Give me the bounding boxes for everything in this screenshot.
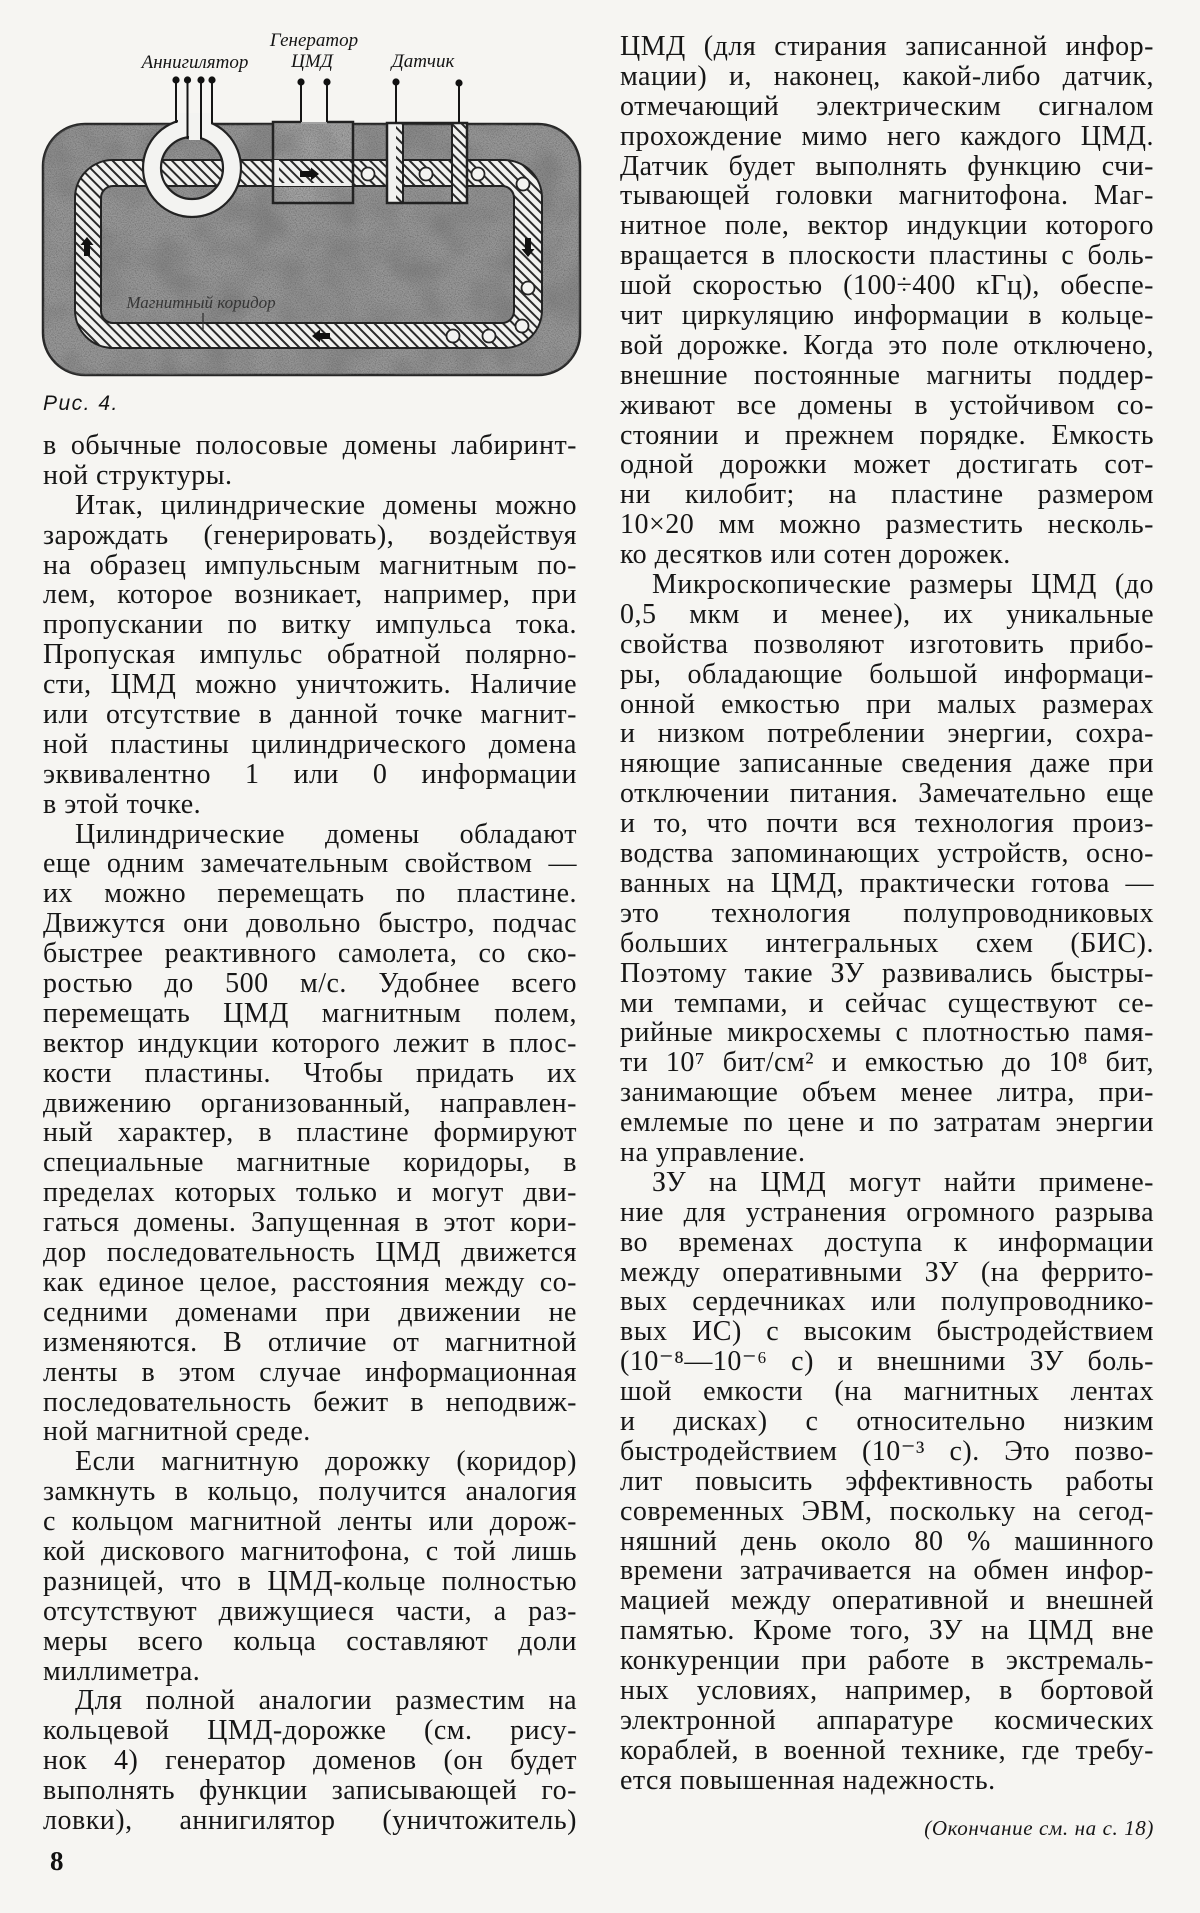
text-line: дор последовательность ЦМД движется bbox=[43, 1237, 577, 1269]
text-line: шой скоростью (100÷400 кГц), обеспе- bbox=[620, 270, 1154, 302]
annihilator-slot bbox=[178, 113, 211, 126]
domain-bubble bbox=[472, 168, 485, 181]
text-line: между оперативными ЗУ (на феррито- bbox=[620, 1256, 1154, 1288]
sensor-bar-right bbox=[452, 123, 467, 203]
domain-bubble bbox=[362, 168, 375, 181]
domain-bubble bbox=[517, 178, 530, 191]
text-line: сти, ЦМД можно уничтожить. Наличие bbox=[43, 669, 577, 701]
text-line: ростью до 500 м/с. Удобнее всего bbox=[43, 968, 577, 1000]
lead-terminal bbox=[197, 76, 204, 83]
text-line: тывающей головки магнитофона. Маг- bbox=[620, 180, 1154, 212]
paragraph-first-line: Цилиндрические домены обладают bbox=[75, 818, 577, 850]
text-line: ленты в этом случае информационная bbox=[43, 1356, 577, 1388]
text-line: ной пластины цилиндрического домена bbox=[43, 728, 577, 760]
text-line: Движутся они довольно быстро, подчас bbox=[43, 908, 577, 940]
text-line: шой емкости (на магнитных лентах bbox=[620, 1376, 1154, 1408]
figure-caption: Рис. 4. bbox=[43, 392, 119, 415]
continuation-note: (Окончание см. на с. 18) bbox=[924, 1816, 1154, 1840]
text-line: как единое целое, расстояния между со- bbox=[43, 1266, 577, 1298]
text-line: и дисках) с относительно низким bbox=[620, 1405, 1154, 1437]
text-line: выполнять функции записывающей го- bbox=[43, 1775, 577, 1807]
text-line: памятью. Кроме того, ЗУ на ЦМД вне bbox=[620, 1615, 1154, 1647]
text-line: 0,5 мкм и менее), их уникальные bbox=[620, 598, 1154, 630]
text-line: вых ИС) с высоким быстродействием bbox=[620, 1316, 1154, 1348]
figure-4-diagram bbox=[0, 0, 600, 392]
text-line: лем, которое возникает, например, при bbox=[43, 579, 577, 611]
text-line: разницей, что в ЦМД-кольце полностью bbox=[43, 1565, 577, 1597]
text-line: кой дискового магнитофона, с той лишь bbox=[43, 1535, 577, 1567]
text-line: ный характер, в пластине формируют bbox=[43, 1117, 577, 1149]
text-line: или отсутствие в данной точке магнит- bbox=[43, 699, 577, 731]
text-line: еще одним замечательным свойством — bbox=[43, 848, 577, 880]
lead-terminal bbox=[184, 76, 191, 83]
text-line: чит циркуляцию информации в кольце- bbox=[620, 300, 1154, 332]
text-line: быстрее реактивного самолета, со ско- bbox=[43, 938, 577, 970]
domain-bubble bbox=[420, 168, 433, 181]
text-line: ной структуры. bbox=[43, 459, 233, 491]
paragraph-first-line: Если магнитную дорожку (коридор) bbox=[75, 1446, 577, 1478]
text-line: меры всего кольца составляют доли bbox=[43, 1625, 577, 1657]
text-line: конкуренции при работе в экстремаль- bbox=[620, 1645, 1154, 1677]
text-line: вой дорожке. Когда это поле отключено, bbox=[620, 329, 1154, 361]
text-line: Пропуская импульс обратной полярно- bbox=[43, 639, 577, 671]
generator-gap bbox=[274, 160, 279, 186]
text-line: времени затрачивается на обмен инфор- bbox=[620, 1555, 1154, 1587]
lead-terminal bbox=[297, 78, 304, 85]
domain-bubble bbox=[516, 320, 529, 333]
text-line: кораблей, в военной технике, где требу- bbox=[620, 1734, 1154, 1766]
text-line: ры, обладающие большой информаци- bbox=[620, 658, 1154, 690]
text-line: онной емкостью при малых размерах bbox=[620, 688, 1154, 720]
lead-terminal bbox=[392, 78, 399, 85]
text-line: Поэтому такие ЗУ развивались быстры- bbox=[620, 957, 1154, 989]
text-line: современных ЭВМ, поскольку на сегод- bbox=[620, 1495, 1154, 1527]
text-line: электронной аппаратуре космических bbox=[620, 1704, 1154, 1736]
text-line: вых сердечниках или полупроводнико- bbox=[620, 1286, 1154, 1318]
text-line: кольцевой ЦМД-дорожке (см. рису- bbox=[43, 1715, 577, 1747]
annihilator-slot bbox=[189, 125, 200, 140]
text-line: вращается в плоскости пластины с боль- bbox=[620, 240, 1154, 272]
text-line: ние для устранения огромного разрыва bbox=[620, 1196, 1154, 1228]
text-line: вектор индукции которого лежит в плос- bbox=[43, 1027, 577, 1059]
text-line: быстродействием (10⁻³ с). Это позво- bbox=[620, 1435, 1154, 1467]
sensor-bar-left bbox=[387, 123, 396, 203]
lead-terminal bbox=[455, 79, 462, 86]
domain-bubble bbox=[522, 282, 535, 295]
lead-terminal bbox=[172, 76, 179, 83]
text-line: пропускании по витку импульса тока. bbox=[43, 609, 577, 641]
text-line: в обычные полосовые домены лабиринт- bbox=[43, 430, 577, 461]
text-line: их можно перемещать по пластине. bbox=[43, 878, 577, 910]
text-line: внешние постоянные магниты поддер- bbox=[620, 359, 1154, 391]
text-line: мацией между оперативной и внешней bbox=[620, 1585, 1154, 1617]
text-line: на управление. bbox=[620, 1136, 806, 1168]
text-line: ной магнитной среде. bbox=[43, 1416, 311, 1448]
text-line: ных условиях, например, в бортовой bbox=[620, 1674, 1154, 1706]
sensor-bar-left-hatch bbox=[396, 123, 403, 203]
text-line: 10×20 мм можно разместить несколь- bbox=[620, 509, 1154, 541]
generator-label-line1: Генератор bbox=[269, 30, 359, 51]
annihilator-label: Аннигилятор bbox=[141, 52, 249, 73]
text-line: прохождение мимо него каждого ЦМД. bbox=[620, 120, 1154, 152]
text-line: на образец импульсным магнитным по- bbox=[43, 549, 577, 581]
corridor-label: Магнитный коридор bbox=[126, 293, 276, 312]
text-line: замкнуть в кольцо, получится аналогия bbox=[43, 1476, 577, 1508]
text-line: гаться домены. Запущенная в этот кори- bbox=[43, 1207, 577, 1239]
lead-terminal bbox=[323, 78, 330, 85]
text-line: нитное поле, вектор индукции которого bbox=[620, 210, 1154, 242]
text-line: специальные магнитные коридоры, в bbox=[43, 1147, 577, 1179]
text-line: рийные микросхемы с плотностью памя- bbox=[620, 1017, 1154, 1049]
text-line: ловки), аннигилятор (уничтожитель) bbox=[43, 1804, 577, 1836]
text-line: пределах которых только и могут дви- bbox=[43, 1177, 577, 1209]
sensor-label: Датчик bbox=[391, 51, 455, 72]
text-line: одной дорожки может достигать сот- bbox=[620, 449, 1154, 481]
text-line: ЦМД (для стирания записанной инфор- bbox=[620, 31, 1154, 62]
text-line: седними доменами при движении не bbox=[43, 1296, 577, 1328]
text-line: (10⁻⁸—10⁻⁶ с) и внешними ЗУ боль- bbox=[620, 1346, 1154, 1378]
domain-bubble bbox=[447, 330, 460, 343]
text-line: лит повысить эффективность работы bbox=[620, 1465, 1154, 1497]
paragraph-first-line: Микроскопические размеры ЦМД (до bbox=[652, 569, 1154, 601]
text-line: Датчик будет выполнять функцию счи- bbox=[620, 150, 1154, 182]
text-line: няшний день около 80 % машинного bbox=[620, 1525, 1154, 1557]
text-line: кости пластины. Чтобы придать их bbox=[43, 1057, 577, 1089]
text-line: емлемые по цене и по затратам энергии bbox=[620, 1107, 1154, 1139]
text-line: няющие записанные сведения даже при bbox=[620, 748, 1154, 780]
text-line: с кольцом магнитной ленты или дорож- bbox=[43, 1506, 577, 1538]
text-line: живают все домены в устойчивом со- bbox=[620, 389, 1154, 421]
text-line: ми темпами, и сейчас существуют се- bbox=[620, 987, 1154, 1019]
text-line: во временах доступа к информации bbox=[620, 1226, 1154, 1258]
text-line: это технология полупроводниковых bbox=[620, 897, 1154, 929]
text-line: нок 4) генератор доменов (он будет bbox=[43, 1745, 577, 1777]
text-line: и низком потреблении энергии, сохра- bbox=[620, 718, 1154, 750]
text-line: водства запоминающих устройств, осно- bbox=[620, 838, 1154, 870]
text-line: ни килобит; на пластине размером bbox=[620, 479, 1154, 511]
text-line: ется повышенная надежность. bbox=[620, 1764, 996, 1796]
text-line: отключении питания. Замечательно еще bbox=[620, 778, 1154, 810]
domain-bubble bbox=[483, 330, 496, 343]
text-line: изменяются. В отличие от магнитной bbox=[43, 1326, 577, 1358]
lead-terminal bbox=[208, 76, 215, 83]
text-line: движению организованный, направлен- bbox=[43, 1087, 577, 1119]
left-column bbox=[43, 431, 577, 1836]
text-line: отсутствуют движущиеся части, а раз- bbox=[43, 1595, 577, 1627]
text-line: последовательность бежит в неподвиж- bbox=[43, 1386, 577, 1418]
text-line: стоянии и прежнем порядке. Емкость bbox=[620, 419, 1154, 451]
text-line: ти 10⁷ бит/см² и емкостью до 10⁸ бит, bbox=[620, 1047, 1154, 1079]
text-line: ванных на ЦМД, практически готова — bbox=[620, 867, 1154, 899]
paragraph-first-line: Для полной аналогии разместим на bbox=[75, 1685, 577, 1717]
page-number: 8 bbox=[50, 1846, 64, 1876]
generator-gap bbox=[274, 183, 352, 186]
text-line: занимающие объем менее литра, при- bbox=[620, 1077, 1154, 1109]
text-line: мации) и, наконец, какой-либо датчик, bbox=[620, 60, 1154, 92]
text-line: перемещать ЦМД магнитным полем, bbox=[43, 997, 577, 1029]
right-column bbox=[620, 32, 1154, 1796]
text-line: эквивалентно 1 или 0 информации bbox=[43, 758, 577, 790]
text-line: ко десятков или сотен дорожек. bbox=[620, 539, 1011, 571]
text-line: и то, что почти вся технология произ- bbox=[620, 808, 1154, 840]
paragraph-first-line: ЗУ на ЦМД могут найти примене- bbox=[652, 1166, 1154, 1198]
lead-terminals bbox=[172, 76, 462, 86]
generator-label-line2: ЦМД bbox=[291, 51, 333, 72]
text-line: в этой точке. bbox=[43, 788, 202, 820]
text-line: больших интегральных схем (БИС). bbox=[620, 927, 1154, 959]
text-line: отмечающий электрическим сигналом bbox=[620, 90, 1154, 122]
paragraph-first-line: Итак, цилиндрические домены можно bbox=[75, 489, 577, 521]
text-line: зарождать (генерировать), воздействуя bbox=[43, 519, 577, 551]
text-line: миллиметра. bbox=[43, 1655, 201, 1687]
text-line: свойства позволяют изготовить прибо- bbox=[620, 628, 1154, 660]
